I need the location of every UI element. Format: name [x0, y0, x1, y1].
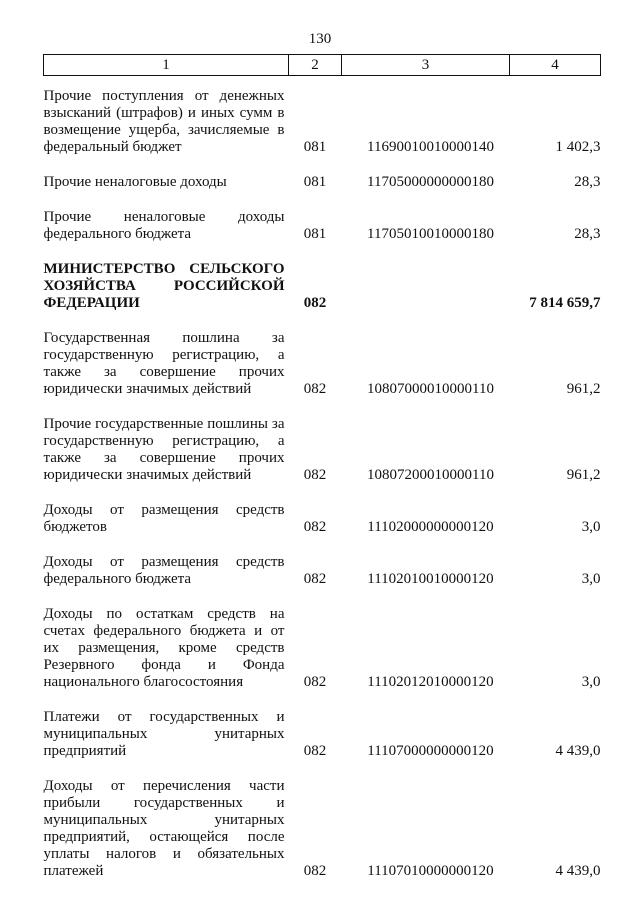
row-admin-code: 082: [303, 743, 327, 759]
table-row: [44, 174, 601, 209]
row-amount: 961,2: [566, 467, 601, 483]
column-header-admin: 2: [289, 55, 342, 76]
row-amount: 4 439,0: [555, 743, 601, 759]
row-admin-code: 082: [303, 519, 327, 535]
row-budget-code: 11107000000000120: [367, 743, 494, 759]
row-admin-code: 081: [303, 226, 327, 242]
table-row: [44, 554, 601, 606]
row-name: Государственная пошлина за государственную регистрацию, а также за совершение прочих юридически значимых действий: [43, 330, 285, 397]
row-admin-code: 082: [303, 467, 327, 483]
ministry-row: [44, 261, 601, 330]
row-name: Прочие поступления от денежных взысканий (штрафов) и иных сумм в возмещение ущерба, зачисляемые в федеральный бюджет: [43, 88, 285, 155]
row-amount: 3,0: [581, 519, 601, 535]
row-name: Прочие неналоговые доходы: [43, 174, 227, 190]
row-amount: 3,0: [581, 571, 601, 587]
table-row: [44, 778, 601, 898]
row-admin-code: 082: [303, 571, 327, 587]
row-budget-code: 11690010010000140: [367, 139, 494, 155]
row-name: Доходы от перечисления части прибыли государственных и муниципальных унитарных предприятий, остающейся после уплаты налогов и обязательных платежей: [43, 778, 285, 879]
row-name: Доходы от размещения средств бюджетов: [43, 502, 285, 535]
column-header-amount: 4: [510, 55, 601, 76]
row-admin-code: 082: [303, 863, 327, 879]
row-amount: 3,0: [581, 674, 601, 690]
row-amount: 28,3: [574, 226, 601, 242]
row-amount: 1 402,3: [555, 139, 601, 155]
row-budget-code: 11705010010000180: [367, 226, 494, 242]
row-admin-code: 082: [303, 674, 327, 690]
row-admin-code: 081: [303, 174, 327, 190]
table-row: [44, 606, 601, 709]
row-budget-code: 11102012010000120: [367, 674, 494, 690]
revenue-table: [43, 54, 601, 898]
table-row: [44, 416, 601, 502]
page-number: 130: [308, 31, 332, 47]
row-budget-code: 10807200010000110: [367, 467, 494, 483]
row-amount: 4 439,0: [555, 863, 601, 879]
row-budget-code: [342, 261, 510, 330]
row-admin-code: 082: [303, 295, 327, 311]
row-name: Платежи от государственных и муниципальных унитарных предприятий: [43, 709, 285, 759]
table-row: [44, 330, 601, 416]
column-header-name: 1: [44, 55, 289, 76]
row-name: Прочие неналоговые доходы федерального бюджета: [43, 209, 285, 242]
table-row: [44, 709, 601, 778]
row-name: МИНИСТЕРСТВО СЕЛЬСКОГО ХОЗЯЙСТВА РОССИЙСКОЙ ФЕДЕРАЦИИ: [43, 261, 285, 311]
row-budget-code: 11102010010000120: [367, 571, 494, 587]
row-admin-code: 082: [303, 381, 327, 397]
table-row: [44, 76, 601, 175]
row-budget-code: 11107010000000120: [367, 863, 494, 879]
column-header-code: 3: [342, 55, 510, 76]
row-budget-code: 10807000010000110: [367, 381, 494, 397]
row-amount: 961,2: [566, 381, 601, 397]
row-admin-code: 081: [303, 139, 327, 155]
row-name: Доходы по остаткам средств на счетах федерального бюджета и от их размещения, кроме средств Резервного фонда и Фонда национального благосостояния: [43, 606, 285, 690]
table-header-row: [44, 55, 601, 76]
row-amount: 7 814 659,7: [529, 295, 601, 311]
row-name: Прочие государственные пошлины за государственную регистрацию, а также за совершение прочих юридически значимых действий: [43, 416, 285, 483]
row-budget-code: 11705000000000180: [367, 174, 494, 190]
row-amount: 28,3: [574, 174, 601, 190]
row-name: Доходы от размещения средств федерального бюджета: [43, 554, 285, 587]
table-row: [44, 502, 601, 554]
row-budget-code: 11102000000000120: [367, 519, 494, 535]
table-row: [44, 209, 601, 261]
